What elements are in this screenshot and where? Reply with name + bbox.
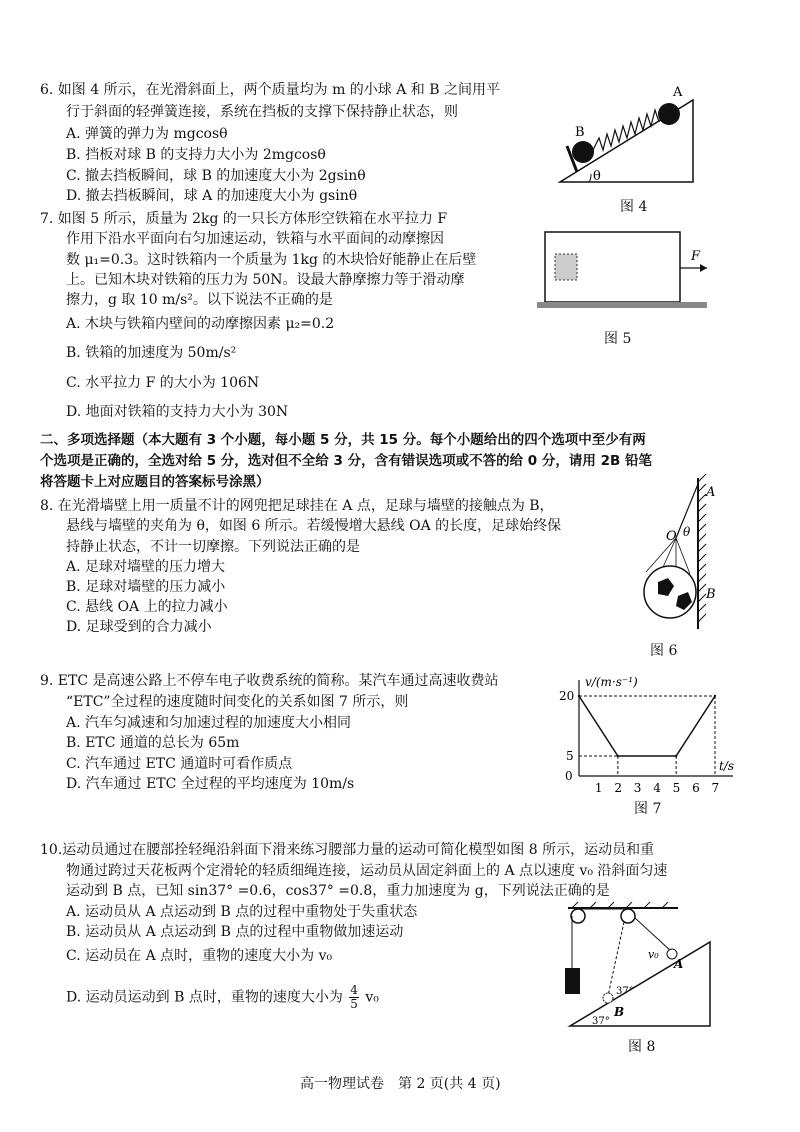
q7-option-d: D. 地面对铁箱的支持力大小为 30N [66, 404, 289, 420]
q8-option-c: C. 悬线 OA 上的拉力减小 [66, 599, 228, 615]
fig5-caption: 图 5 [604, 331, 632, 347]
fig8-label-a: A [674, 957, 684, 971]
q8-option-a: A. 足球对墙壁的压力增大 [66, 559, 226, 575]
q6-stem-line1: 6. 如图 4 所示，在光滑斜面上，两个质量均为 m 的小球 A 和 B 之间用平 [40, 82, 500, 98]
fig4-label-b: B [575, 125, 585, 140]
q8-stem-line1: 8. 在光滑墙壁上用一质量不计的网兜把足球挂在 A 点，足球与墙壁的接触点为 B， [40, 498, 554, 514]
figure-7-vt-chart [555, 670, 745, 800]
q10-option-b: B. 运动员从 A 点运动到 B 点的过程中重物做加速运动 [66, 924, 404, 940]
section2-line3: 将答题卡上对应题目的答案标号涂黑） [40, 474, 270, 490]
x-tick-label: 1 [594, 781, 603, 795]
q8-stem-line2: 悬线与墙壁的夹角为 θ，如图 6 所示。若缓慢增大悬线 OA 的长度，足球始终保 [66, 518, 562, 534]
fig4-caption: 图 4 [620, 199, 648, 215]
x-tick-label: 5 [672, 781, 681, 795]
x-axis-label: t/s [719, 759, 735, 773]
q9-option-b: B. ETC 通道的总长为 65m [66, 735, 240, 751]
x-tick-label: 6 [692, 781, 700, 795]
fig4-label-a: A [673, 85, 683, 100]
weight [565, 968, 580, 994]
fraction-denominator: 5 [350, 997, 358, 1011]
x-tick-label: 7 [711, 781, 720, 795]
q7-stem-line2: 作用下沿水平面向右匀加速运动，铁箱与水平面间的动摩擦因 [66, 231, 444, 247]
q7-stem-line4: 上。已知木块对铁箱的压力为 50N。设最大静摩擦力等于滑动摩 [66, 272, 465, 288]
q9-stem-line1: 9. ETC 是高速公路上不停车电子收费系统的简称。某汽车通过高速收费站 [40, 673, 499, 689]
incline [570, 942, 710, 1026]
q7-stem-line3: 数 μ₁=0.3。这时铁箱内一个质量为 1kg 的木块恰好能静止在后壁 [66, 252, 477, 268]
q9-option-d: D. 汽车通过 ETC 全过程的平均速度为 10m/s [66, 776, 355, 792]
q7-option-b: B. 铁箱的加速度为 50m/s² [66, 345, 237, 361]
fig8-caption: 图 8 [628, 1039, 656, 1055]
fraction-4-5 [349, 984, 359, 1011]
section2-line2: 个选项是正确的，全选对给 5 分，选对但不全给 3 分，含有错误选项或不答的给 0 分，请用 2B 铅笔 [40, 453, 652, 469]
q8-stem-line3: 持静止状态，不计一切摩擦。下列说法正确的是 [66, 539, 360, 555]
fig8-label-b: B [614, 1005, 625, 1019]
figure-4-incline [555, 80, 705, 190]
pulley-right [621, 909, 635, 923]
q9-option-c: C. 汽车通过 ETC 通道时可看作质点 [66, 756, 293, 772]
q6-option-b: B. 挡板对球 B 的支持力大小为 2mgcosθ [66, 147, 326, 163]
q7-option-c: C. 水平拉力 F 的大小为 106N [66, 375, 260, 391]
x-tick-label: 3 [633, 781, 642, 795]
q6-stem-line2: 行于斜面的轻弹簧连接，系统在挡板的支撑下保持静止状态，则 [66, 104, 458, 120]
fig8-angle-bottom: 37° [592, 1016, 610, 1027]
fig8-angle-top: 37° [616, 986, 634, 997]
figure-5-box [535, 226, 715, 316]
fig6-label-o: O [666, 529, 677, 544]
ball-a [658, 103, 680, 125]
page-footer: 高一物理试卷 第 2 页(共 4 页) [300, 1076, 501, 1092]
q9-option-a: A. 汽车匀减速和匀加速过程的加速度大小相同 [66, 715, 352, 731]
y-tick-label: 20 [559, 689, 575, 703]
fig7-caption: 图 7 [634, 801, 662, 817]
q8-option-b: B. 足球对墙壁的压力减小 [66, 579, 226, 595]
athlete-b [603, 993, 613, 1003]
q10-option-a: A. 运动员从 A 点运动到 B 点的过程中重物处于失重状态 [66, 904, 418, 920]
q10-stem-line1: 10.运动员通过在腰部拴轻绳沿斜面下滑来练习腰部力量的运动可简化模型如图 8 所示，运动员和重 [40, 842, 655, 858]
q10-option-c: C. 运动员在 A 点时，重物的速度大小为 v₀ [66, 948, 333, 964]
fig4-label-theta: θ [593, 169, 601, 184]
q6-option-c: C. 撤去挡板瞬间，球 B 的加速度大小为 2gsinθ [66, 168, 366, 184]
fraction-numerator: 4 [350, 983, 358, 997]
q10-option-d-suffix: v₀ [365, 989, 379, 1006]
q7-option-a: A. 木块与铁箱内壁间的动摩擦因素 μ₂=0.2 [66, 316, 335, 332]
fig6-caption: 图 6 [650, 643, 678, 659]
ball-b [572, 141, 594, 163]
x-tick-label: 4 [653, 781, 661, 795]
figure-6-football [628, 474, 728, 634]
fig6-label-a: A [706, 485, 716, 500]
q6-option-d: D. 撤去挡板瞬间，球 A 的加速度大小为 gsinθ [66, 188, 358, 204]
q10-option-d [66, 984, 379, 1011]
q10-option-d-prefix: D. 运动员运动到 B 点时，重物的速度大小为 [66, 989, 343, 1006]
y-axis-label: v/(m·s⁻¹) [585, 675, 638, 689]
q6-option-a: A. 弹簧的弹力为 mgcosθ [66, 126, 228, 142]
ground [537, 302, 707, 308]
fig6-label-b: B [706, 587, 716, 602]
velocity-series-line [579, 696, 715, 756]
y-tick-label: 5 [566, 749, 574, 763]
fig5-label-f: F [691, 249, 701, 264]
wood-block [555, 254, 577, 280]
figure-8-pulley-incline [560, 902, 720, 1032]
q7-stem-line1: 7. 如图 5 所示，质量为 2kg 的一只长方体形空铁箱在水平拉力 F [40, 211, 448, 227]
section2-line1: 二、多项选择题（本大题有 3 个小题，每小题 5 分，共 15 分。每个小题给出的四个选项中至少有两 [40, 432, 646, 448]
q7-stem-line5: 擦力，g 取 10 m/s²。以下说法不正确的是 [66, 292, 333, 308]
pulley-left [571, 909, 585, 923]
x-tick-label: 0 [565, 769, 573, 783]
fig8-label-v0: v₀ [648, 948, 659, 961]
q9-stem-line2: “ETC”全过程的速度随时间变化的关系如图 7 所示，则 [66, 694, 409, 710]
q10-stem-line3: 运动到 B 点，已知 sin37° =0.6，cos37° =0.8，重力加速度为 g，下列说法正确的是 [66, 883, 610, 899]
q8-option-d: D. 足球受到的合力减小 [66, 619, 212, 635]
q10-stem-line2: 物通过跨过天花板两个定滑轮的轻质细绳连接，运动员从固定斜面上的 A 点以速度 v₀ 沿斜面匀速 [66, 863, 668, 879]
fig6-label-theta: θ [683, 525, 691, 539]
x-tick-label: 2 [614, 781, 622, 795]
